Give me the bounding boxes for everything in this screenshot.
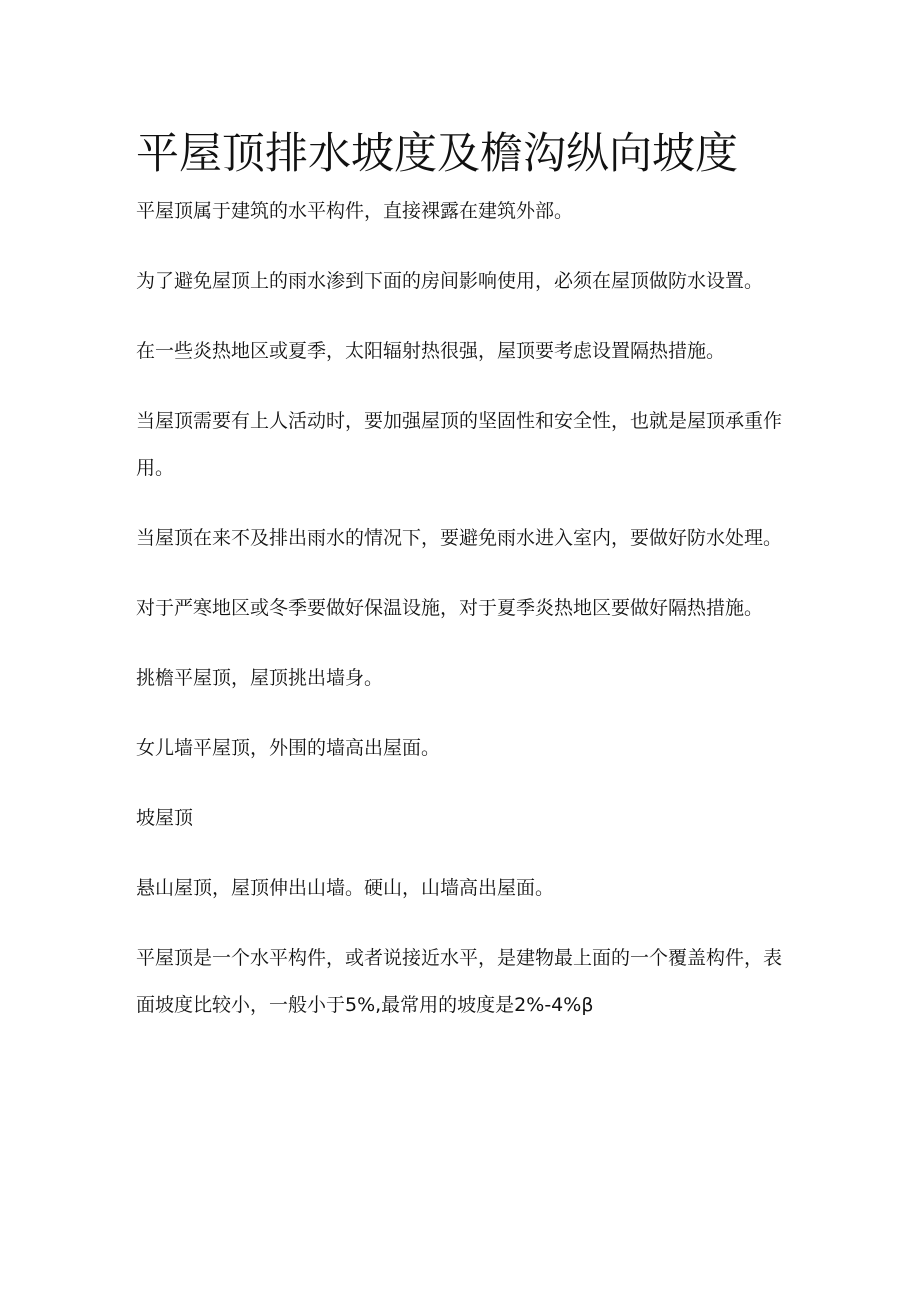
document-body [136,188,786,1029]
paragraph-7: 挑檐平屋顶，屋顶挑出墙身。 [136,667,384,689]
paragraph-2: 为了避免屋顶上的雨水渗到下面的房间影响使用，必须在屋顶做防水设置。 [136,270,764,292]
paragraph-4: 当屋顶需要有上人活动时，要加强屋顶的坚固性和安全性，也就是屋顶承重作用。 [136,410,783,479]
paragraph-11: 平屋顶是一个水平构件，或者说接近水平，是建物最上面的一个覆盖构件，表面坡度比较小，一般小于5%,最常用的坡度是2%-4%β [136,947,783,1016]
paragraph-5: 当屋顶在来不及排出雨水的情况下，要避免雨水进入室内，要做好防水处理。 [136,527,783,549]
paragraph-9: 坡屋顶 [136,807,194,829]
paragraph-3: 在一些炎热地区或夏季，太阳辐射热很强，屋顶要考虑设置隔热措施。 [136,340,726,362]
paragraph-8: 女儿墙平屋顶，外围的墙高出屋面。 [136,737,441,759]
paragraph-6: 对于严寒地区或冬季要做好保温设施，对于夏季炎热地区要做好隔热措施。 [136,597,764,619]
paragraph-10: 悬山屋顶，屋顶伸出山墙。硬山，山墙高出屋面。 [136,877,555,899]
paragraph-1: 平屋顶属于建筑的水平构件，直接裸露在建筑外部。 [136,200,574,222]
document-title: 平屋顶排水坡度及檐沟纵向坡度 [136,129,738,179]
